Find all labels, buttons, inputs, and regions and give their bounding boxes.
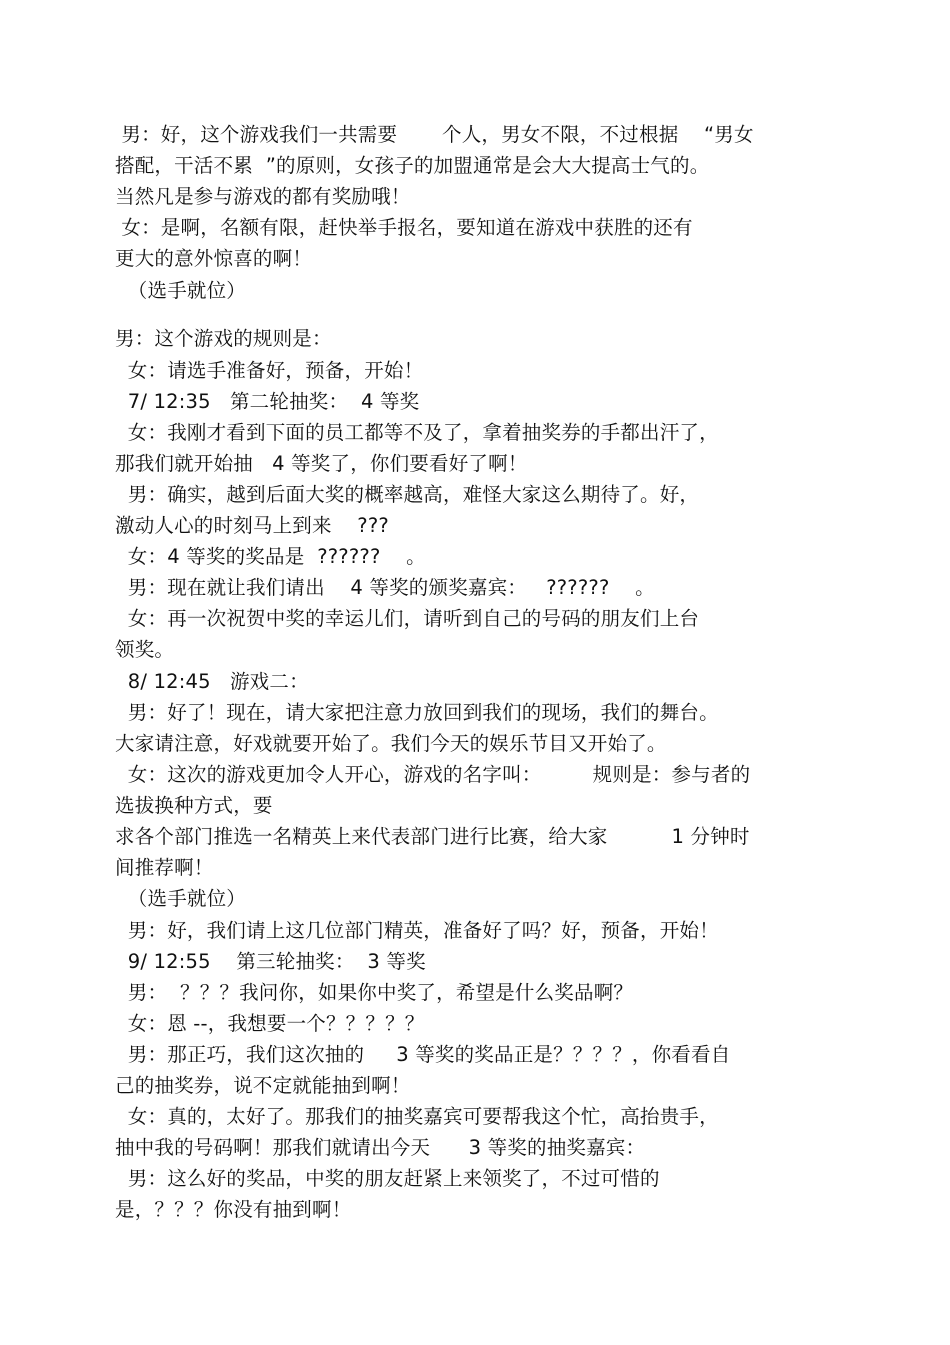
text-line: （选手就位）: [115, 279, 246, 302]
text-line: 男：那正巧，我们这次抽的 3 等奖的奖品正是？？？？，你看看自: [115, 1043, 731, 1066]
text-line: 间推荐啊！: [115, 856, 214, 879]
text-line: 女：我刚才看到下面的员工都等不及了，拿着抽奖券的手都出汗了，: [115, 421, 719, 444]
text-line: 8/ 12:45 游戏二：: [115, 670, 309, 693]
text-line: 男：确实，越到后面大奖的概率越高，难怪大家这么期待了。好，: [115, 483, 700, 506]
text-line: 选拔换种方式，要: [115, 794, 273, 817]
text-line: 男：好了！现在，请大家把注意力放回到我们的现场，我们的舞台。: [115, 701, 719, 724]
text-line: 男：好，这个游戏我们一共需要 个人，男女不限，不过根据 “男女: [115, 123, 754, 146]
text-line: 那我们就开始抽 4 等奖了，你们要看好了啊！: [115, 452, 528, 475]
text-line: 是，？？？你没有抽到啊！: [115, 1198, 352, 1221]
text-line: 大家请注意，好戏就要开始了。我们今天的娱乐节目又开始了。: [115, 732, 667, 755]
text-line: 女：这次的游戏更加令人开心，游戏的名字叫： 规则是：参与者的: [115, 763, 751, 786]
text-line: 求各个部门推选一名精英上来代表部门进行比赛，给大家 1 分钟时: [115, 825, 750, 848]
text-line: 男：好，我们请上这几位部门精英，准备好了吗？好，预备，开始！: [115, 919, 719, 942]
text-line: 抽中我的号码啊！那我们就请出今天 3 等奖的抽奖嘉宾：: [115, 1136, 646, 1159]
text-line: 女：再一次祝贺中奖的幸运儿们，请听到自己的号码的朋友们上台: [115, 607, 700, 630]
text-line: 更大的意外惊喜的啊！: [115, 247, 313, 270]
text-line: 女：是啊，名额有限，赶快举手报名，要知道在游戏中获胜的还有: [115, 216, 693, 239]
text-line: 领奖。: [115, 638, 175, 661]
text-line: 9/ 12:55 第三轮抽奖： 3 等奖: [115, 950, 426, 973]
text-line: 男： ？？？我问你，如果你中奖了，希望是什么奖品啊？: [115, 981, 634, 1004]
text-line: 男：这个游戏的规则是：: [115, 327, 332, 350]
text-line: 男：这么好的奖品，中奖的朋友赶紧上来领奖了，不过可惜的: [115, 1167, 660, 1190]
text-line: 当然凡是参与游戏的都有奖励哦！: [115, 185, 411, 208]
text-line: 男：现在就让我们请出 4 等奖的颁奖嘉宾： ?????? 。: [115, 576, 655, 599]
text-line: 7/ 12:35 第二轮抽奖： 4 等奖: [115, 390, 420, 413]
text-line: 女：请选手准备好，预备，开始！: [115, 359, 424, 382]
text-line: 激动人心的时刻马上到来 ???: [115, 514, 389, 537]
text-line: 女：4 等奖的奖品是 ?????? 。: [115, 545, 426, 568]
text-line: 搭配，干活不累 ”的原则，女孩子的加盟通常是会大大提高士气的。: [115, 154, 710, 177]
text-line: 女：真的，太好了。那我们的抽奖嘉宾可要帮我这个忙，高抬贵手，: [115, 1105, 719, 1128]
text-line: 女：恩 --，我想要一个？？？？？: [115, 1012, 425, 1035]
text-line: （选手就位）: [115, 887, 246, 910]
text-line: 己的抽奖券，说不定就能抽到啊！: [115, 1074, 411, 1097]
